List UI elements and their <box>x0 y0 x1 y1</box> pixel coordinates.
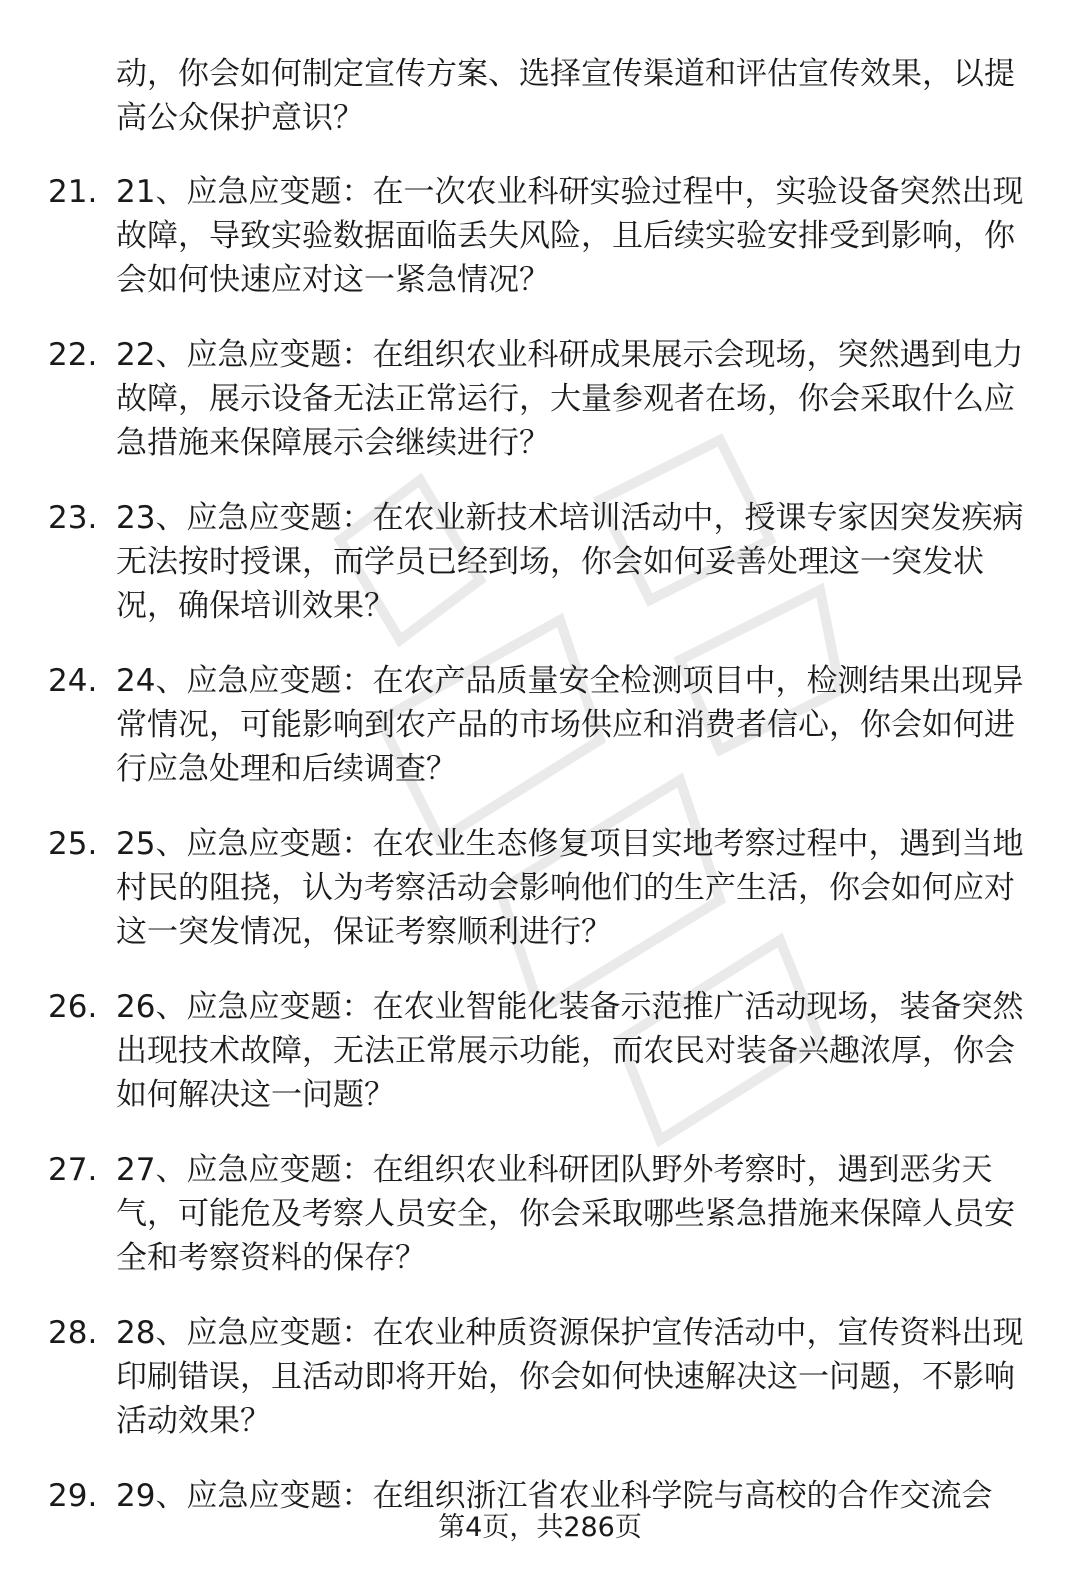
question-text: 23、应急应变题：在农业新技术培训活动中，授课专家因突发疾病无法按时授课，而学员已经到场，你会如何妥善处理这一突发状况，确保培训效果？ <box>116 500 1024 624</box>
question-list <box>0 170 1080 1549</box>
question-number: 25. <box>48 826 98 862</box>
continued-question-text: 动，你会如何制定宣传方案、选择宣传渠道和评估宣传效果，以提高公众保护意识？ <box>116 56 1015 136</box>
question-item <box>0 659 1030 791</box>
question-item <box>0 170 1030 302</box>
question-number: 28. <box>48 1315 98 1351</box>
question-number: 24. <box>48 663 98 699</box>
question-number: 21. <box>48 174 98 210</box>
question-text: 21、应急应变题：在一次农业科研实验过程中，实验设备突然出现故障，导致实验数据面临丢失风险，且后续实验安排受到影响，你会如何快速应对这一紧急情况？ <box>116 174 1024 298</box>
question-item <box>0 496 1030 628</box>
question-number: 27. <box>48 1152 98 1188</box>
question-text: 27、应急应变题：在组织农业科研团队野外考察时，遇到恶劣天气，可能危及考察人员安全，你会采取哪些紧急措施来保障人员安全和考察资料的保存？ <box>116 1152 1015 1276</box>
question-item <box>0 333 1030 465</box>
question-number: 26. <box>48 989 98 1025</box>
question-number: 23. <box>48 500 98 536</box>
question-item <box>0 985 1030 1117</box>
question-text: 26、应急应变题：在农业智能化装备示范推广活动现场，装备突然出现技术故障，无法正常展示功能，而农民对装备兴趣浓厚，你会如何解决这一问题？ <box>116 989 1024 1113</box>
question-item <box>0 1311 1030 1443</box>
question-number: 22. <box>48 337 98 373</box>
question-text: 29、应急应变题：在组织浙江省农业科学院与高校的合作交流会 <box>116 1478 993 1514</box>
question-text: 24、应急应变题：在农产品质量安全检测项目中，检测结果出现异常情况，可能影响到农产品的市场供应和消费者信心，你会如何进行应急处理和后续调查？ <box>116 663 1024 787</box>
question-text: 25、应急应变题：在农业生态修复项目实地考察过程中，遇到当地村民的阻挠，认为考察活动会影响他们的生产生活，你会如何应对这一突发情况，保证考察顺利进行？ <box>116 826 1024 950</box>
question-text: 22、应急应变题：在组织农业科研成果展示会现场，突然遇到电力故障，展示设备无法正常运行，大量参观者在场，你会采取什么应急措施来保障展示会继续进行？ <box>116 337 1024 461</box>
page-footer: 第4页，共286页 <box>438 1512 642 1543</box>
question-item <box>0 822 1030 954</box>
question-number: 29. <box>48 1478 98 1514</box>
question-item <box>0 1148 1030 1280</box>
question-text: 28、应急应变题：在农业种质资源保护宣传活动中，宣传资料出现印刷错误，且活动即将开始，你会如何快速解决这一问题，不影响活动效果？ <box>116 1315 1024 1439</box>
